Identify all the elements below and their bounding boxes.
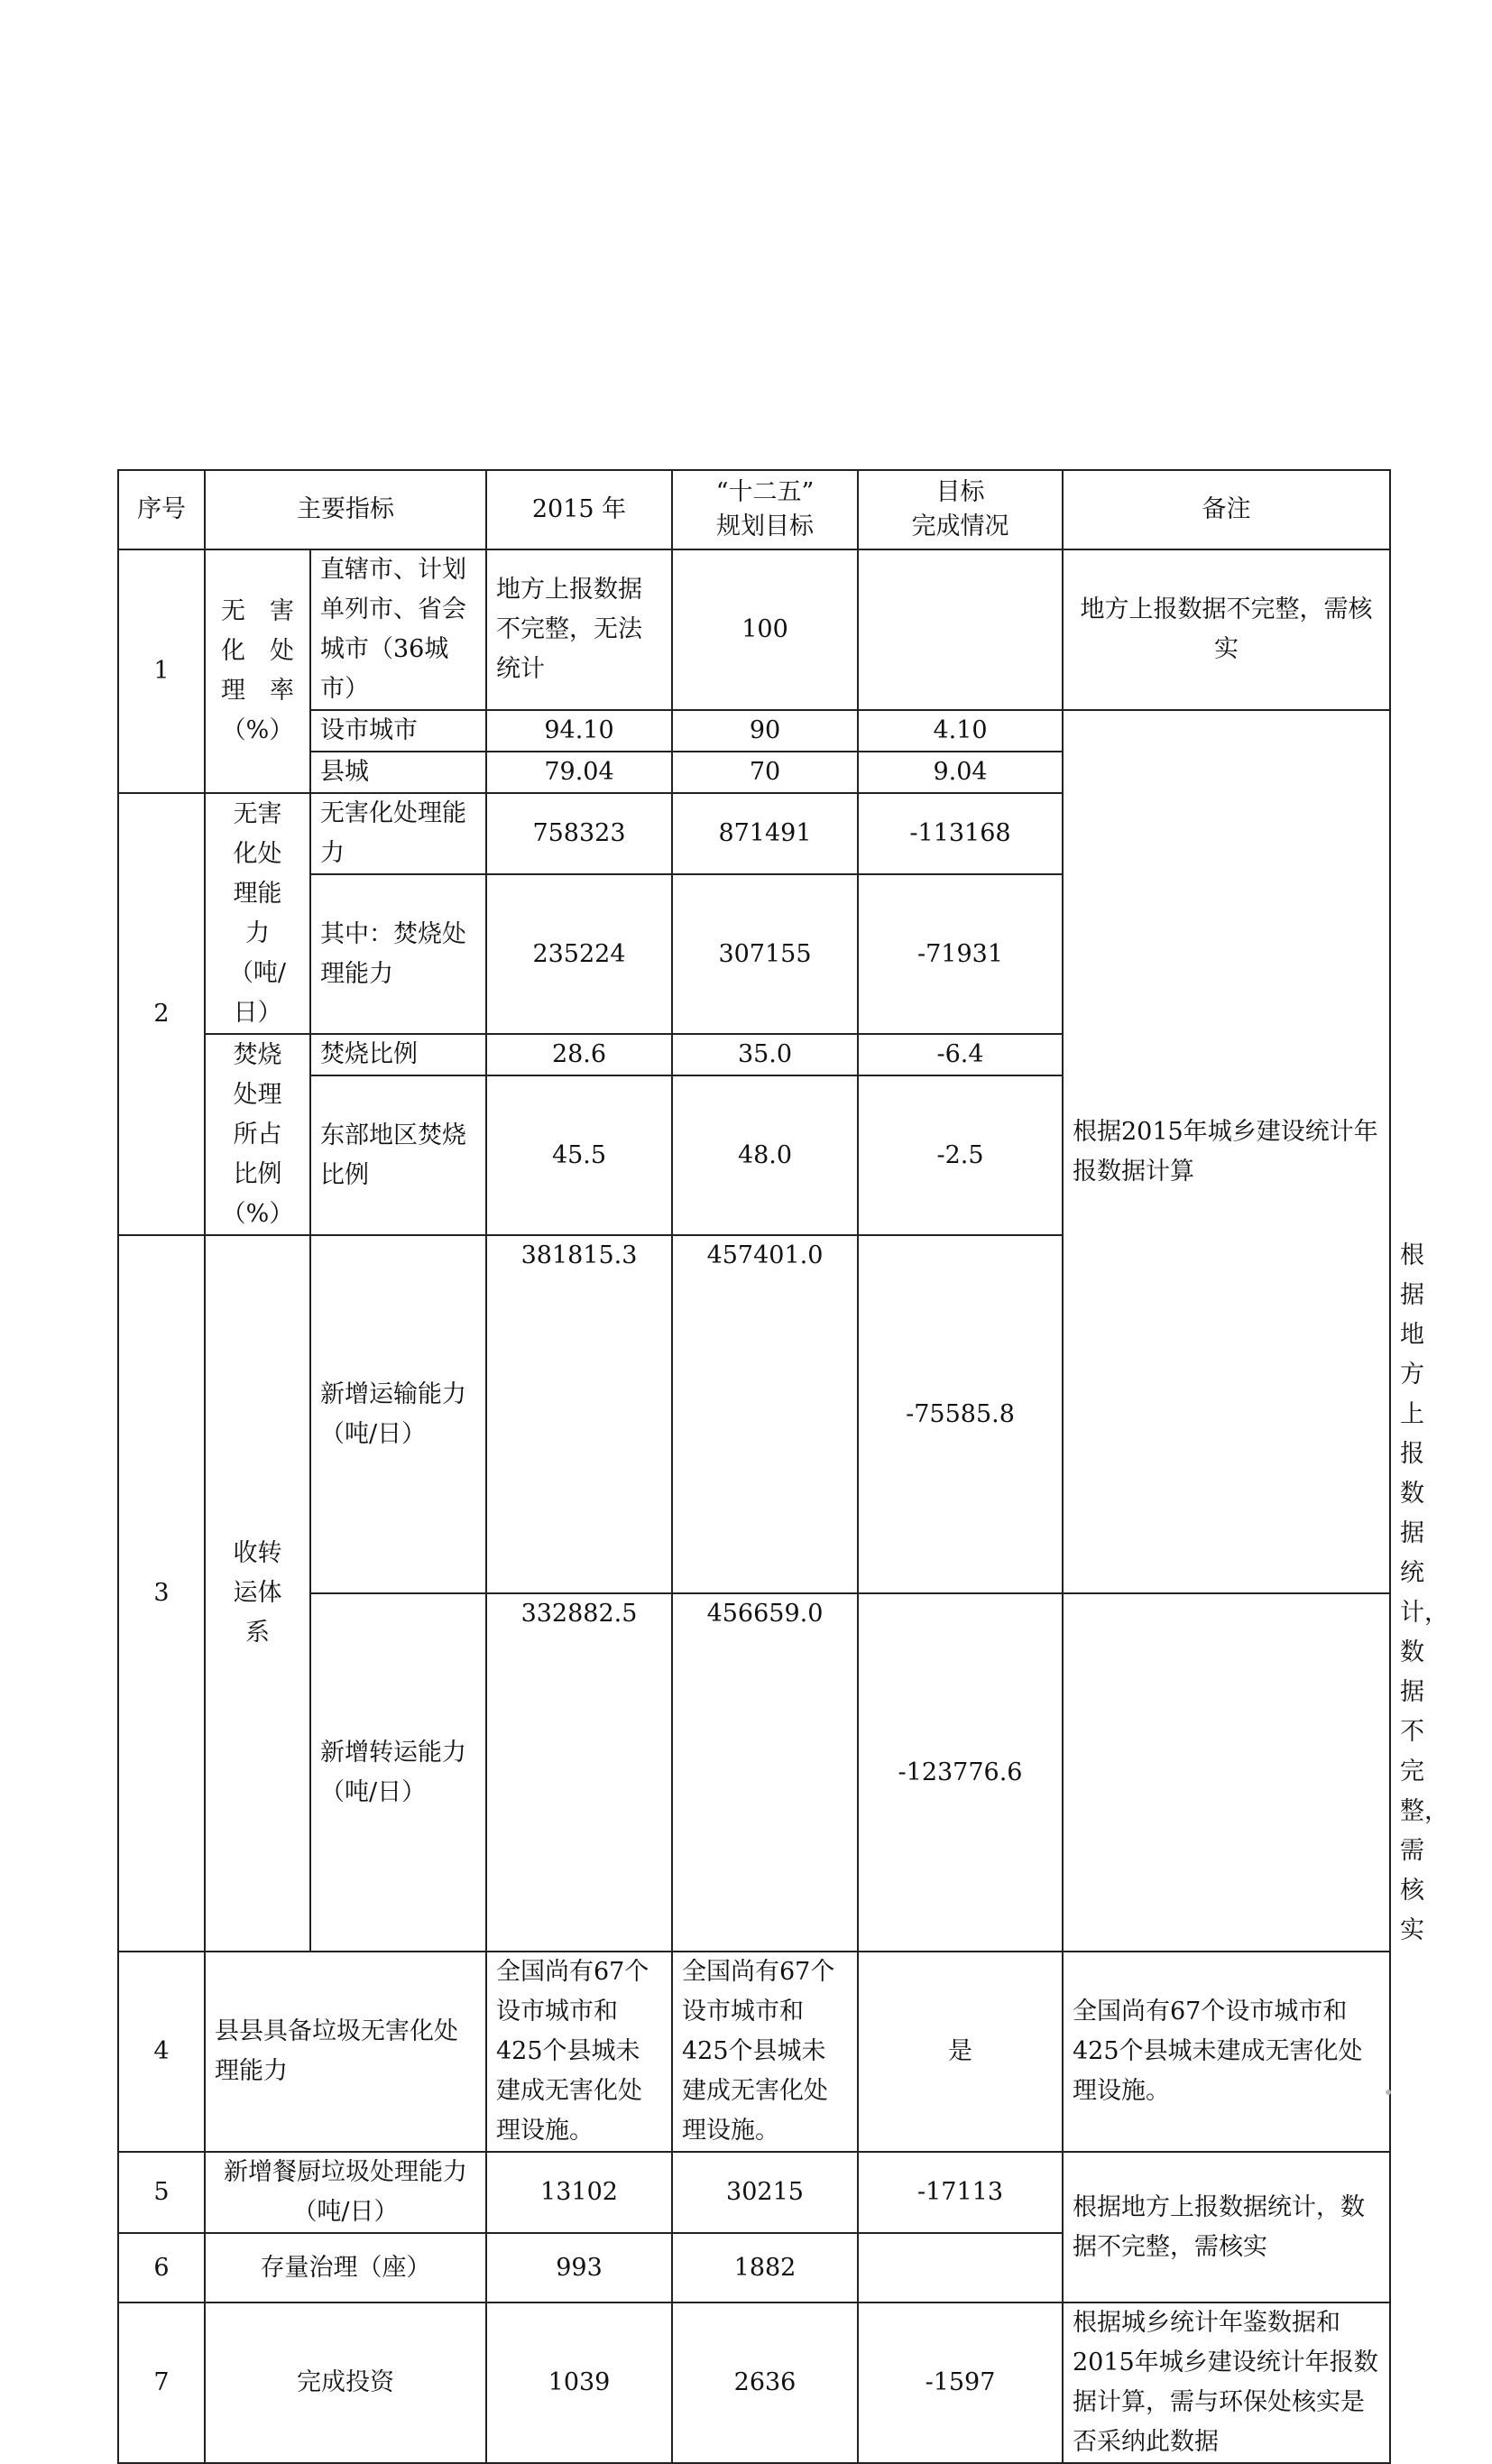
- value-2015-cell: 1039: [486, 2303, 672, 2463]
- group-cell: 无 害 化 处 理 率 （%）: [205, 549, 310, 793]
- value-2015-cell: 235224: [486, 874, 672, 1034]
- indicator-cell: 县城: [310, 752, 486, 793]
- header-indicator: 主要指标: [205, 470, 486, 549]
- completion-cell: -17113: [858, 2152, 1063, 2233]
- value-2015-cell: 993: [486, 2233, 672, 2303]
- target-cell: 456659.0: [672, 1593, 858, 1952]
- seq-cell: 6: [118, 2233, 205, 2303]
- value-2015-cell: 全国尚有67个设市城市和425个县城未建成无害化处理设施。: [486, 1952, 672, 2152]
- indicator-cell: 县县具备垃圾无害化处理能力: [205, 1952, 486, 2152]
- target-cell: 48.0: [672, 1075, 858, 1235]
- target-cell: 871491: [672, 793, 858, 874]
- value-2015-cell: 332882.5: [486, 1593, 672, 1952]
- header-plan-target: “十二五” 规划目标: [672, 470, 858, 549]
- seq-cell: 7: [118, 2303, 205, 2463]
- header-completion: 目标 完成情况: [858, 470, 1063, 549]
- target-cell: 307155: [672, 874, 858, 1034]
- completion-cell: -75585.8: [858, 1235, 1063, 1593]
- completion-cell: 是: [858, 1952, 1063, 2152]
- indicator-cell: 完成投资: [205, 2303, 486, 2463]
- indicator-cell: 新增转运能力（吨/日）: [310, 1593, 486, 1952]
- group-cell: 无害 化处 理能 力 （吨/ 日）: [205, 793, 310, 1034]
- value-2015-cell: 28.6: [486, 1034, 672, 1075]
- seq-cell: 4: [118, 1952, 205, 2152]
- header-2015: 2015 年: [486, 470, 672, 549]
- group-cell: 收转 运体 系: [205, 1235, 310, 1952]
- table-row: [118, 2152, 1390, 2233]
- indicator-table: [117, 469, 1449, 2464]
- value-2015-cell: 381815.3: [486, 1235, 672, 1593]
- target-cell: 全国尚有67个设市城市和425个县城未建成无害化处理设施。: [672, 1952, 858, 2152]
- remark-cell: 根据地方上报数据统计，数据不完整，需核实: [1063, 2152, 1390, 2303]
- completion-cell: -123776.6: [858, 1593, 1063, 1952]
- value-2015-cell: 758323: [486, 793, 672, 874]
- group-cell: 焚烧 处理 所占 比例 （%）: [205, 1034, 310, 1235]
- indicator-cell: 存量治理（座）: [205, 2233, 486, 2303]
- seq-cell: 5: [118, 2152, 205, 2233]
- table-row: [118, 549, 1390, 710]
- value-2015-cell: 94.10: [486, 710, 672, 752]
- seq-cell: 1: [118, 549, 205, 793]
- completion-cell: -71931: [858, 874, 1063, 1034]
- header-remark: 备注: [1063, 470, 1390, 549]
- indicator-cell: 新增餐厨垃圾处理能力（吨/日）: [205, 2152, 486, 2233]
- indicator-cell: 东部地区焚烧比例: [310, 1075, 486, 1235]
- completion-cell: [858, 549, 1063, 710]
- completion-cell: 9.04: [858, 752, 1063, 793]
- indicator-cell: 其中：焚烧处理能力: [310, 874, 486, 1034]
- table-row: 3 收转 运体 系 新增运输能力（吨/日） 381815.3 457401.0 -75585.8 根据地方上报数据统计，数据不完整，需核实: [118, 1235, 1390, 1593]
- value-2015-cell: 地方上报数据不完整，无法统计: [486, 549, 672, 710]
- completion-cell: -1597: [858, 2303, 1063, 2463]
- target-cell: 90: [672, 710, 858, 752]
- indicator-cell: 新增运输能力（吨/日）: [310, 1235, 486, 1593]
- value-2015-cell: 45.5: [486, 1075, 672, 1235]
- seq-cell: 2: [118, 793, 205, 1235]
- target-cell: 35.0: [672, 1034, 858, 1075]
- completion-cell: [858, 2233, 1063, 2303]
- target-cell: 2636: [672, 2303, 858, 2463]
- completion-cell: -6.4: [858, 1034, 1063, 1075]
- seq-cell: 3: [118, 1235, 205, 1952]
- value-2015-cell: 13102: [486, 2152, 672, 2233]
- header-row: [118, 470, 1390, 549]
- scan-dot: [1386, 2090, 1391, 2095]
- completion-cell: -2.5: [858, 1075, 1063, 1235]
- target-cell: 100: [672, 549, 858, 710]
- remark-cell: 根据2015年城乡建设统计年报数据计算: [1063, 710, 1390, 1593]
- target-cell: 70: [672, 752, 858, 793]
- table-row: [118, 2303, 1390, 2463]
- table-row: [118, 1952, 1390, 2152]
- completion-cell: 4.10: [858, 710, 1063, 752]
- target-cell: 1882: [672, 2233, 858, 2303]
- remark-cell: 地方上报数据不完整，需核实: [1063, 549, 1390, 710]
- target-cell: 457401.0: [672, 1235, 858, 1593]
- completion-cell: -113168: [858, 793, 1063, 874]
- indicator-cell: 设市城市: [310, 710, 486, 752]
- remark-cell: 根据城乡统计年鉴数据和2015年城乡建设统计年报数据计算，需与环保处核实是否采纳此数据: [1063, 2303, 1390, 2463]
- remark-cell: 全国尚有67个设市城市和425个县城未建成无害化处理设施。: [1063, 1952, 1390, 2152]
- indicator-cell: 焚烧比例: [310, 1034, 486, 1075]
- indicator-cell: 无害化处理能力: [310, 793, 486, 874]
- indicator-cell: 直辖市、计划单列市、省会城市（36城市）: [310, 549, 486, 710]
- target-cell: 30215: [672, 2152, 858, 2233]
- value-2015-cell: 79.04: [486, 752, 672, 793]
- header-seq: 序号: [118, 470, 205, 549]
